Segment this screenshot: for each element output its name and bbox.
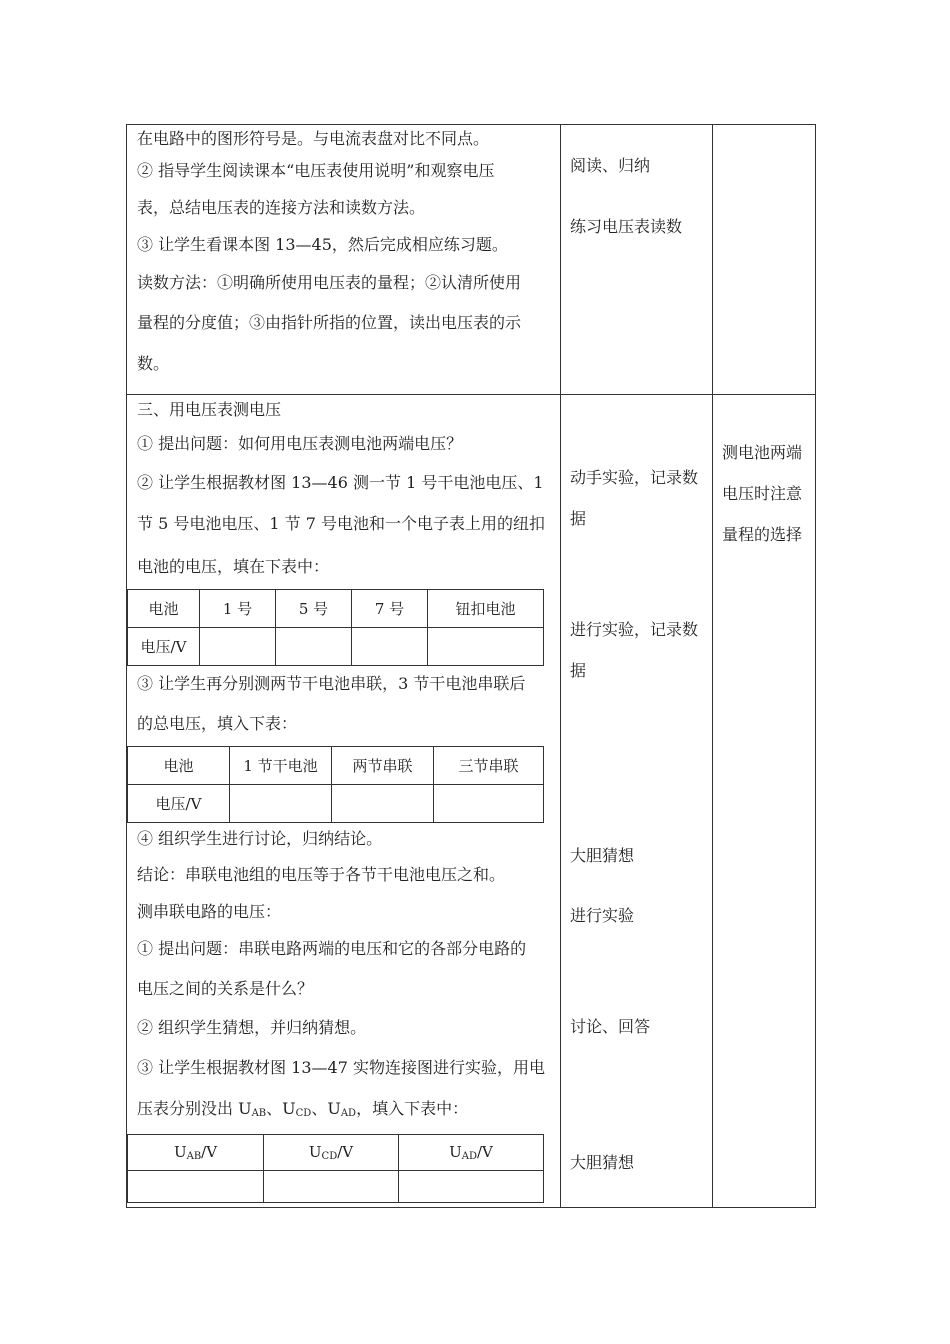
row2-activity-cell <box>561 395 713 1208</box>
activity-text: 大胆猜想 <box>570 1153 635 1172</box>
table-header: $U_{AB}/V$ <box>128 1135 264 1171</box>
text-line: ② 组织学生猜想，并归纳猜想。 <box>137 1018 367 1037</box>
subscript-cd: CD <box>295 1108 312 1119</box>
subscript-ab: AB <box>251 1108 267 1119</box>
text-line: 的总电压，填入下表： <box>137 714 298 733</box>
table-header: 电池 <box>128 590 200 628</box>
text-line: ① 提出问题：如何用电压表测电池两端电压？ <box>137 434 463 453</box>
row-label: 电压/V <box>128 628 200 666</box>
measure-text: 、U <box>266 1099 296 1118</box>
activity-text: 动手实验，记录数 <box>570 468 699 487</box>
table-header: 三节串联 <box>434 747 544 785</box>
row2-main-cell <box>127 395 561 1208</box>
table-header: 两节串联 <box>332 747 434 785</box>
measure-text: ，填入下表中： <box>356 1099 469 1118</box>
table-header: 钮扣电池 <box>428 590 544 628</box>
text-line: 量程的分度值；③由指针所指的位置，读出电压表的示 <box>137 313 522 332</box>
blank-cell <box>399 1171 544 1203</box>
blank-cell <box>434 785 544 823</box>
text-line: 数。 <box>137 354 170 373</box>
blank-cell <box>332 785 434 823</box>
lesson-table <box>126 124 816 1208</box>
text-line: ① 提出问题：串联电路两端的电压和它的各部分电路的 <box>137 939 527 958</box>
table-header: 1 节干电池 <box>230 747 332 785</box>
row1-main-cell <box>127 125 561 395</box>
blank-cell <box>264 1171 399 1203</box>
table-header: 1 号 <box>200 590 276 628</box>
measure-text: 压表分别没出 U <box>137 1099 252 1118</box>
measure-line <box>137 1089 554 1134</box>
section-heading: 三、用电压表测电压 <box>137 400 282 419</box>
blank-cell <box>276 628 352 666</box>
blank-cell <box>352 628 428 666</box>
activity-text: 讨论、回答 <box>570 1017 651 1036</box>
text-line: ③ 让学生根据教材图 13—47 实物连接图进行实验，用电 <box>137 1058 545 1077</box>
activity-text: 大胆猜想 <box>570 846 635 865</box>
text-line: 读数方法：①明确所使用电压表的量程；②认清所使用 <box>137 273 522 292</box>
note-text: 量程的选择 <box>722 525 803 544</box>
row1-note-cell <box>713 125 816 395</box>
text-line: 在电路中的图形符号是。与电流表盘对比不同点。 <box>137 129 490 148</box>
activity-text: 据 <box>570 509 587 528</box>
text-line: 表，总结电压表的连接方法和读数方法。 <box>137 198 426 217</box>
table-header: $U_{CD}/V$ <box>264 1135 399 1171</box>
blank-cell <box>230 785 332 823</box>
table-header: 7 号 <box>352 590 428 628</box>
text-line: ③ 让学生再分别测两节干电池串联，3 节干电池串联后 <box>137 674 526 693</box>
activity-text: 阅读、归纳 <box>570 156 651 175</box>
blank-cell <box>428 628 544 666</box>
table-header: 电池 <box>128 747 230 785</box>
activity-text: 据 <box>570 661 587 680</box>
text-line: 电池的电压，填在下表中： <box>137 557 330 576</box>
activity-text: 进行实验，记录数 <box>570 620 699 639</box>
text-line: 结论：串联电池组的电压等于各节干电池电压之和。 <box>137 865 506 884</box>
table-header: 5 号 <box>276 590 352 628</box>
text-line: ④ 组织学生进行讨论，归纳结论。 <box>137 829 383 848</box>
text-line: 电压之间的关系是什么？ <box>137 979 314 998</box>
subscript-ad: AD <box>340 1108 357 1119</box>
row1-activity-cell <box>561 125 713 395</box>
row2-note-cell <box>713 395 816 1208</box>
table-header: $U_{AD}/V$ <box>399 1135 544 1171</box>
row-label: 电压/V <box>128 785 230 823</box>
activity-text: 进行实验 <box>570 906 635 925</box>
text-line: ③ 让学生看课本图 13—45，然后完成相应练习题。 <box>137 235 508 254</box>
battery-voltage-table <box>127 589 544 666</box>
series-circuit-table <box>127 1134 544 1203</box>
blank-cell <box>128 1171 264 1203</box>
activity-text: 练习电压表读数 <box>570 217 683 236</box>
blank-cell <box>200 628 276 666</box>
measure-text: 、U <box>311 1099 341 1118</box>
text-line: 测串联电路的电压： <box>137 902 282 921</box>
text-line: 节 5 号电池电压、1 节 7 号电池和一个电子表上用的纽扣 <box>137 514 545 533</box>
text-line: ② 指导学生阅读课本“电压表使用说明”和观察电压 <box>137 161 495 180</box>
series-voltage-table <box>127 746 544 823</box>
text-line: ② 让学生根据教材图 13—46 测一节 1 号干电池电压、1 <box>137 473 544 492</box>
note-text: 测电池两端 <box>722 443 803 462</box>
note-text: 电压时注意 <box>722 484 803 503</box>
